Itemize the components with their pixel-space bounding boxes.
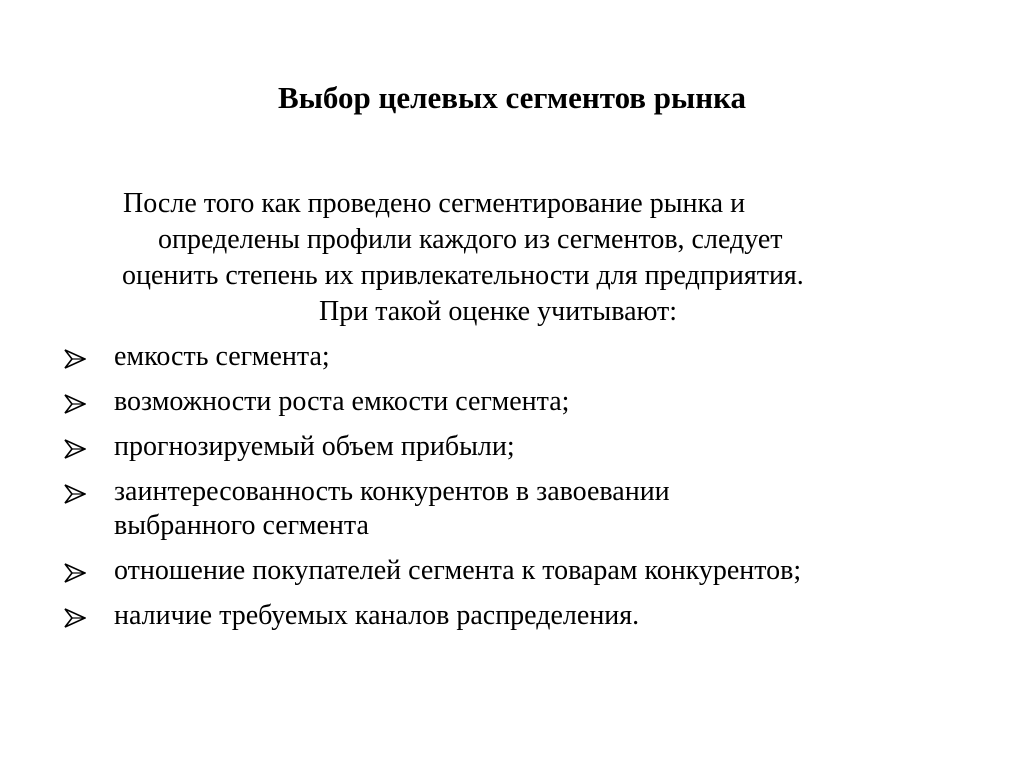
list-item-text: прогнозируемый объем прибыли; <box>114 431 515 462</box>
list-item-text: наличие требуемых каналов распределения. <box>114 600 640 631</box>
list-item-text-line: заинтересованность конкурентов в завоевании <box>114 476 670 507</box>
arrowhead-bullet-icon <box>64 563 86 583</box>
list-item <box>0 385 994 419</box>
arrowhead-bullet-icon <box>64 394 86 414</box>
list-item <box>0 554 994 588</box>
list-item <box>0 599 994 633</box>
arrowhead-bullet-icon <box>64 439 86 459</box>
list-item-text-line: выбранного сегмента <box>114 510 369 541</box>
intro-line: После того как проведено сегментирование рынка и <box>123 188 746 219</box>
arrowhead-bullet-icon <box>64 349 86 369</box>
intro-paragraph <box>0 186 1024 330</box>
list-item <box>0 340 994 374</box>
intro-line: определены профили каждого из сегментов, следует <box>158 224 783 255</box>
list-item <box>0 475 994 543</box>
arrowhead-bullet-icon <box>64 484 86 504</box>
list-item <box>0 430 994 464</box>
list-item-text: отношение покупателей сегмента к товарам конкурентов; <box>114 555 802 586</box>
slide-title: Выбор целевых сегментов рынка <box>278 80 746 115</box>
criteria-list <box>0 340 1024 644</box>
intro-line: оценить степень их привлекательности для предприятия. <box>122 260 804 291</box>
list-item-text: возможности роста емкости сегмента; <box>114 386 570 417</box>
intro-line: При такой оценке учитывают: <box>319 296 678 327</box>
arrowhead-bullet-icon <box>64 608 86 628</box>
list-item-text: емкость сегмента; <box>114 341 330 372</box>
list-item-text <box>114 475 994 543</box>
